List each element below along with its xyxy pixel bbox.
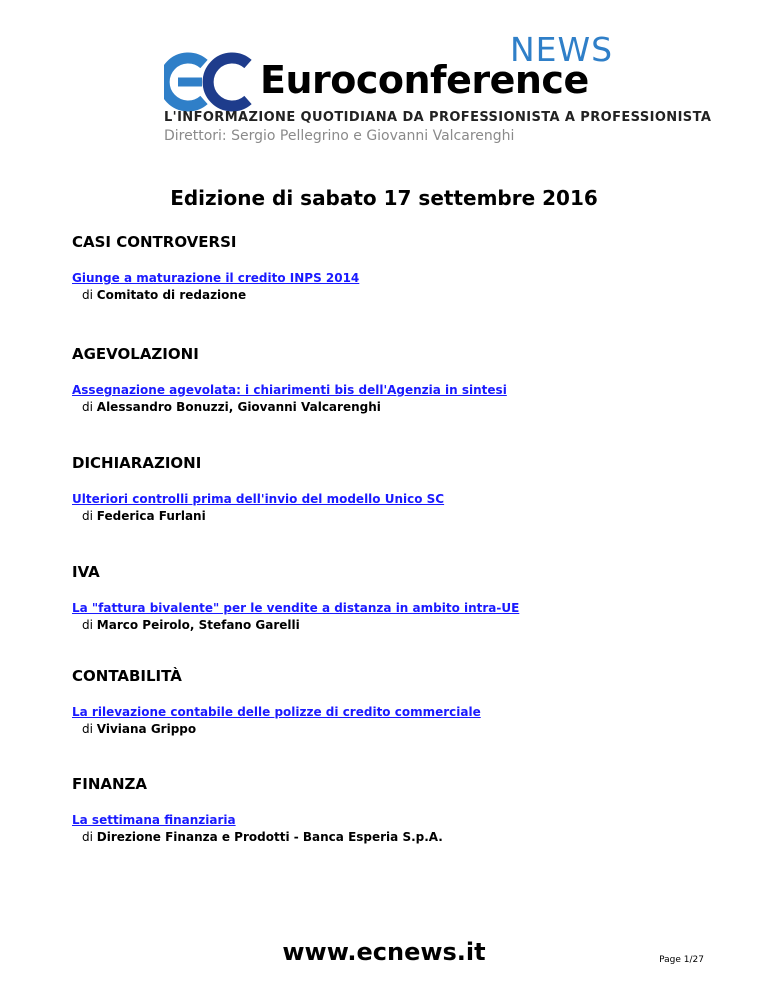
section-title: DICHIARAZIONI (72, 454, 202, 472)
byline-di: di (82, 509, 93, 523)
byline (72, 288, 692, 302)
byline (72, 509, 692, 523)
site-url[interactable]: www.ecnews.it (282, 938, 486, 966)
tagline: L'INFORMAZIONE QUOTIDIANA DA PROFESSIONISTA A PROFESSIONISTA (164, 110, 712, 125)
section-finanza (72, 775, 692, 844)
section-contabilita (72, 667, 692, 736)
section-title: IVA (72, 563, 100, 581)
byline-di: di (82, 830, 93, 844)
article-link[interactable]: La "fattura bivalente" per le vendite a distanza in ambito intra-UE (72, 601, 520, 615)
ec-logo-icon (164, 50, 256, 114)
byline-di: di (82, 288, 93, 302)
article-link[interactable]: Giunge a maturazione il credito INPS 2014 (72, 271, 360, 285)
byline (72, 722, 692, 736)
news-label: NEWS (510, 30, 614, 69)
byline-di: di (82, 400, 93, 414)
section-dichiarazioni (72, 454, 692, 523)
article-link[interactable]: Ulteriori controlli prima dell'invio del modello Unico SC (72, 492, 445, 506)
section-title: FINANZA (72, 775, 148, 793)
author: Alessandro Bonuzzi, Giovanni Valcarenghi (96, 400, 381, 414)
byline (72, 830, 692, 844)
author: Direzione Finanza e Prodotti - Banca Esperia S.p.A. (96, 830, 443, 844)
article-link[interactable]: La settimana finanziaria (72, 813, 236, 827)
section-casi-controversi (72, 233, 692, 302)
section-iva (72, 563, 692, 632)
page-number: Page 1/27 (659, 955, 704, 965)
author: Viviana Grippo (96, 722, 197, 736)
byline (72, 618, 692, 632)
section-agevolazioni (72, 345, 692, 414)
author: Marco Peirolo, Stefano Garelli (96, 618, 300, 632)
section-title: CASI CONTROVERSI (72, 233, 237, 251)
brand-name: Euroconference (260, 58, 589, 102)
author: Federica Furlani (96, 509, 206, 523)
section-title: CONTABILITÀ (72, 667, 182, 685)
byline-di: di (82, 618, 93, 632)
article-link[interactable]: Assegnazione agevolata: i chiarimenti bis dell'Agenzia in sintesi (72, 383, 507, 397)
edition-title: Edizione di sabato 17 settembre 2016 (170, 186, 598, 210)
byline (72, 400, 692, 414)
section-title: AGEVOLAZIONI (72, 345, 199, 363)
author: Comitato di redazione (96, 288, 247, 302)
article-link[interactable]: La rilevazione contabile delle polizze di credito commerciale (72, 705, 481, 719)
byline-di: di (82, 722, 93, 736)
directors-line: Direttori: Sergio Pellegrino e Giovanni Valcarenghi (164, 128, 515, 144)
